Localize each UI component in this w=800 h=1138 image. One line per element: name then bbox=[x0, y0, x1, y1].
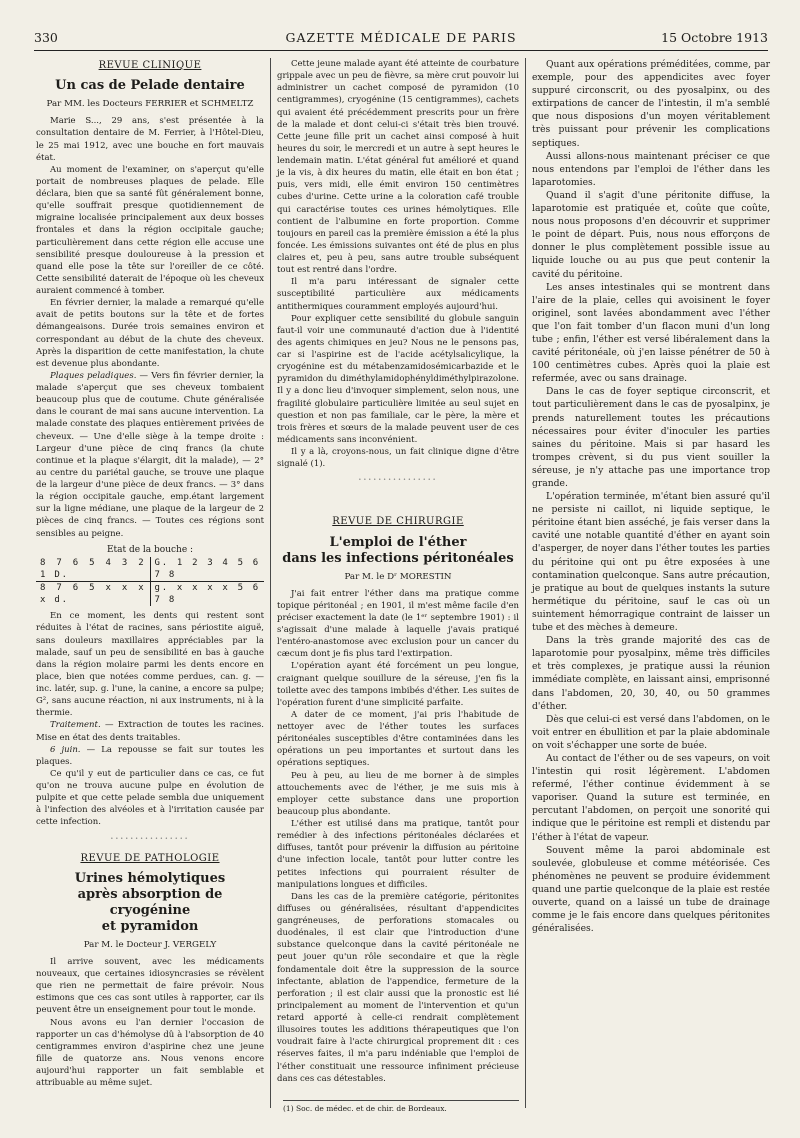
title-line: dans les infections péritonéales bbox=[282, 550, 514, 566]
paragraph: Quant aux opérations préméditées, comme, par exemple, pour des appendicites avec foyer suppuré circonscrit, ou des pyosalpinx, ou des extirpations de cancer de l'intestin, il m'a semblé que nous disposions d'un moyen véritablement très puissant pour prévenir les complications septiques. bbox=[532, 59, 770, 149]
column-2 bbox=[277, 58, 519, 1085]
section-heading: REVUE DE CHIRURGIE bbox=[332, 516, 464, 528]
column-3 bbox=[532, 58, 770, 935]
paragraph: Ce qu'il y eut de particulier dans ce cas, ce fut qu'on ne trouva aucune pulpe en évolution de pulpite et que cette pelade sembla due uniquement à l'infection des alvéoles et à l'irritation causée par cette infection. bbox=[36, 768, 264, 828]
ornament-divider: •••••••••••••••• bbox=[110, 835, 190, 842]
article-authors: Par M. le Docteur J. VERGELY bbox=[83, 939, 217, 950]
paragraph: Nous avons eu l'an dernier l'occasion de rapporter un cas d'hémolyse dû à l'absorption de 40 centigrammes environ d'aspirine chez une jeune fille de quatorze ans. Nous venons encore aujourd'hui rapporter un fait semblable et attribuable au même sujet. bbox=[36, 1017, 264, 1089]
paragraph: Au contact de l'éther ou de ses vapeurs, on voit l'intestin qui rosit légèrement. L'abdomen refermé, l'éther continue évidemment à se vaporiser. Quand la suture est terminée, en percutant l'abdomen, on perçoit une sonorité qui indique que le péritoine est rempli et distendu par l'éther à l'état de vapeur. bbox=[532, 752, 770, 843]
journal-title: GAZETTE MÉDICALE DE PARIS bbox=[285, 30, 517, 45]
paragraph: J'ai fait entrer l'éther dans ma pratique comme topique péritonéal ; en 1901, il m'est même facile d'en préciser exactement la date (le 1ᵉʳ septembre 1901) : il s'agissait d'une malade à laquelle j'avais pratiqué l'entéro-anastomose avec exclusion pour un cancer du cæcum dont je fis plus tard l'extirpation. bbox=[277, 588, 519, 660]
paragraph bbox=[36, 719, 264, 743]
paragraph: Dans la très grande majorité des cas de laparotomie pour pyosalpinx, même très difficiles et très complexes, je pratique aussi la réunion immédiate complète, en laissant ainsi, emprisonné dans l'abdomen, 20, 30, 40, ou 50 grammes d'éther. bbox=[532, 635, 770, 712]
dental-cell: g. x x x x 5 6 7 8 bbox=[154, 583, 260, 606]
title-line: après absorption de cryogénine bbox=[77, 886, 223, 918]
column-1 bbox=[36, 58, 264, 1089]
paragraph: En février dernier, la malade a remarqué qu'elle avait de petits boutons sur la tête et de fortes démangeaisons. Durée trois semaines environ et correspondant au début de la chute des cheveux. Après la disparition de cette manifestation, la chute est devenue plus abondante. bbox=[36, 298, 264, 369]
paragraph-label: 6 juin. bbox=[50, 744, 81, 755]
paragraph: A dater de ce moment, j'ai pris l'habitude de nettoyer avec de l'éther toutes les surfaces péritonéales susceptibles d'être contaminées dans les opérations un peu importantes et surtout dans les opérations septiques. bbox=[277, 709, 519, 769]
title-line: L'emploi de l'éther bbox=[329, 534, 467, 550]
paragraph: Pour expliquer cette sensibilité du globule sanguin faut-il voir une communauté d'action due à l'identité des agents chimiques en jeu? Nous ne le pensons pas, car si l'aspirine est de l'acide acétylsalicylique, la cryogénine est du métabenzamidosémicarbazide et le pyramidon du diméthylamidophényldiméthylpirazolone. Il y a donc lieu d'invoquer simplement, selon nous, une fragilité globulaire particulière limitée au seul sujet en question et non pas familiale, car le père, la mère et trois frères et sœurs de la malade peuvent user de ces médicaments sans inconvénient. bbox=[277, 313, 519, 445]
section-heading: REVUE DE PATHOLOGIE bbox=[80, 852, 220, 864]
dental-formula-table bbox=[36, 557, 264, 607]
footnote: (1) Soc. de médec. et de chir. de Bordeaux. bbox=[283, 1100, 519, 1113]
dental-cell: 8 7 6 5 4 3 2 1 D. bbox=[36, 557, 150, 582]
paragraph-label: Traitement. bbox=[50, 720, 101, 731]
paragraph-text: — Extraction de toutes les racines. Mise en état des dents traitables. bbox=[36, 720, 264, 743]
title-line: Urines hémolytiques bbox=[74, 870, 226, 886]
paragraph bbox=[36, 370, 264, 540]
paragraph: Dans les cas de la première catégorie, péritonites diffuses ou généralisées, résultant d'appendicites gangréneuses, de perforations stomacales ou duodénales, il est clair que l'introduction d'une substance quelconque dans la cavité péritonéale ne peut jouer qu'un rôle secondaire et que la règle fondamentale doit être la suppression de la source infectante, ablation de l'appendice, fermeture de la perforation ; il est clair aussi que la pronostic est lié principalement au moment de l'intervention et qu'un retard apporté à celle-ci rendrait complètement illusoires toutes les additions thérapeutiques que l'on voudrait faire à l'acte chirurgical proprement dit : ces réserves faites, il m'a paru indéniable que l'emploi de l'éther constituait une ressource infiniment précieuse dans ces cas détestables. bbox=[277, 891, 519, 1084]
column-divider bbox=[525, 58, 526, 1108]
paragraph: L'opération terminée, m'étant bien assuré qu'il ne persiste ni caillot, ni liquide septique, le péritoine étant bien asséché, je fais verser dans la cavité une notable quantité d'éther en ayant soin d'asperger, de noyer dans l'éther toutes les parties du péritoine qui ont pu être exposées à une contamination quelconque. Sans autre précaution, je pratique au bout de quelques instants la suture hermétique du péritoine, sauf le cas où un suintement hémorragique contraint de laisser un tube et des mèches à demeure. bbox=[532, 491, 770, 634]
article-authors: Par M. le Dʳ MORESTIN bbox=[344, 571, 452, 582]
paragraph: Il y a là, croyons-nous, un fait clinique digne d'être signalé (1). bbox=[277, 447, 519, 470]
paragraph: Il m'a paru intéressant de signaler cette susceptibilité particulière aux médicaments antithermiques couramment employés aujourd'hui. bbox=[277, 277, 519, 312]
paragraph: Souvent même la paroi abdominale est soulevée, globuleuse et comme météorisée. Ces phénomènes ne peuvent se produire évidemment quand une partie quelconque de la plaie est restée ouverte, quand on a laissé un tube de drainage comme je le fais encore dans quelques péritonites généralisées. bbox=[532, 844, 770, 935]
article-title: Un cas de Pelade dentaire bbox=[55, 78, 245, 94]
page-header bbox=[34, 30, 768, 48]
paragraph-text: — La repousse se fait sur toutes les plaques. bbox=[36, 744, 264, 767]
paragraph-label: Plaques peladiques. bbox=[50, 370, 137, 381]
paragraph-text: — Vers fin février dernier, la malade s'aperçut que ses cheveux tombaient beaucoup plus que de coutume. Chute généralisée dans le courant de mai sans aucune intervention. La malade constate des plaques entièrement privées de cheveux. — Une d'elle siège à la tempe droite : Largeur d'une pièce de cinq francs (la chute continue et la plaque s'élargit, dit la malade), — 2° au centre du pariétal gauche, se trouve une plaque de la largeur d'une pièce de deux francs. — 3° dans la région occipitale gauche, emp.étant largement sur la ligne médiane, une plaque de la largeur de 2 pièces de cinq francs. — Toutes ces régions sont sensibles au peigne. bbox=[36, 370, 264, 539]
header-rule bbox=[34, 50, 768, 51]
paragraph: L'opération ayant été forcément un peu longue, craignant quelque souillure de la séreuse, j'en fis la toilette avec des tampons imbibés d'éther. Les suites de l'opération furent d'une simplicité parfaite. bbox=[277, 661, 519, 708]
article-title bbox=[36, 871, 264, 935]
dental-cell: G. 1 2 3 4 5 6 7 8 bbox=[150, 557, 264, 582]
ornament-divider: •••••••••••••••• bbox=[358, 477, 438, 484]
title-line: et pyramidon bbox=[101, 918, 199, 934]
paragraph: Au moment de l'examiner, on s'aperçut qu'elle portait de nombreuses plaques de pelade. Elle déclara, bien que sa santé fût généralement bonne, qu'elle souffrait presque quotidiennement de migraine localisée principalement aux deux bosses frontales et dans la région occipitale gauche; particulièrement dans cette région elle accuse une sensibilité presque douloureuse à la pression et quand elle pose la tête sur l'oreiller de ce côté. Cette sensibilité daterait de l'époque où les cheveux auraient commencé à tomber. bbox=[36, 164, 264, 296]
paragraph: Cette jeune malade ayant été atteinte de courbature grippale avec un peu de fièvre, sa mère crut pouvoir lui administrer un cachet composé de pyramidon (10 centigrammes), cryogénine (15 centigrammes), cachets qui avaient été précédemment prescrits pour un frère de la malade et dont celui-ci s'était très bien trouvé. Cette jeune fille prit un cachet ainsi composé à huit heures du soir, le mercredi et un autre à sept heures le lendemain matin. L'état général fut amélioré et quand je la vis, à dix heures du matin, elle était en bon état ; puis, vers midi, elle émit environ 150 centimètres cubes d'urine. Cette urine a la coloration café trouble qui caractérise toutes ces urines hémolytiques. Elle contient de l'albumine en forte proportion. Comme toujours en pareil cas la première émission a été la plus foncée. Les émissions suivantes ont été de plus en plus claires et, peu à peu, sans autre trouble subséquent tout est rentré dans l'ordre. bbox=[277, 59, 519, 276]
paragraph bbox=[36, 744, 264, 768]
paragraph: Peu à peu, au lieu de me borner à de simples attouchements avec de l'éther, je me suis mis à employer cette substance dans une proportion beaucoup plus abondante. bbox=[277, 770, 519, 817]
article-authors: Par MM. les Docteurs FERRIER et SCHMELTZ bbox=[46, 99, 254, 110]
paragraph: En ce moment, les dents qui restent sont réduites à l'état de racines, sans périostite aiguë, sans douleurs maxillaires appréciables par la malade, sauf un peu de sensibilité en bas à gauche dans la région molaire parmi les dents encore en place, bien que notées comme perdues, can. g. — inc. latér, sup. g. l'une, la canine, a encore sa pulpe; G², sans aucune réaction, ni aux instruments, ni à la thermie. bbox=[36, 611, 264, 719]
paragraph: Quand il s'agit d'une péritonite diffuse, la laparotomie est pratiquée et, coûte que coûte, nous nous proposons d'en découvrir et supprimer le point de départ. Puis, nous nous efforçons de donner le plus complètement possible issue au liquide louche ou au pus que peut contenir la cavité du péritoine. bbox=[532, 189, 770, 280]
paragraph: Aussi allons-nous maintenant préciser ce que nous entendons par l'emploi de l'éther dans les laparotomies. bbox=[532, 150, 770, 188]
paragraph: Dans le cas de foyer septique circonscrit, et tout particulièrement dans le cas de pyosalpinx, je prends naturellement toutes les précautions nécessaires pour éviter d'inoculer les parties saines du péritoine. Mais si par hasard les trompes crèvent, si du pus vient souiller la séreuse, je n'y attache pas une importance trop grande. bbox=[532, 386, 770, 489]
article-title bbox=[277, 535, 519, 567]
dental-chart-label: Etat de la bouche : bbox=[106, 544, 194, 555]
page-number: 330 bbox=[34, 30, 58, 45]
section-heading: REVUE CLINIQUE bbox=[98, 60, 202, 71]
paragraph: Marie S..., 29 ans, s'est présentée à la consultation dentaire de M. Ferrier, à l'Hôtel-Dieu, le 25 mai 1912, avec une bouche en fort mauvais état. bbox=[36, 116, 264, 163]
issue-date: 15 Octobre 1913 bbox=[661, 30, 768, 45]
dental-chart bbox=[36, 544, 264, 607]
dental-cell: 8 7 6 5 x x x x d. bbox=[36, 582, 150, 607]
paragraph: L'éther est utilisé dans ma pratique, tantôt pour remédier à des infections péritonéales déclarées et diffuses, tantôt pour prévenir la diffusion au péritoine d'une infection locale, tantôt pour lutter contre les petites infections qui pourraient résulter de manipulations longues et difficiles. bbox=[277, 819, 519, 890]
paragraph: Dès que celui-ci est versé dans l'abdomen, on le voit entrer en ébullition et par la plaie abdominale on voit s'échapper une sorte de buée. bbox=[532, 713, 770, 751]
column-divider bbox=[270, 58, 271, 1108]
paragraph: Il arrive souvent, avec les médicaments nouveaux, que certaines idiosyncrasies se révèlent que rien ne permettait de faire prévoir. Nous estimons que ces cas sont utiles à rapporter, car ils peuvent être un enseignement pour tout le monde. bbox=[36, 956, 264, 1016]
paragraph: Les anses intestinales qui se montrent dans l'aire de la plaie, celles qui avoisinent le foyer originel, sont lavées abondamment avec l'éther que l'on fait tomber d'un flacon muni d'un long tube ; enfin, l'éther est versé libéralement dans la cavité péritonéale, où j'en laisse pénétrer de 50 à 100 centimètres cubes. Après quoi la plaie est refermée, avec ou sans drainage. bbox=[532, 281, 770, 385]
